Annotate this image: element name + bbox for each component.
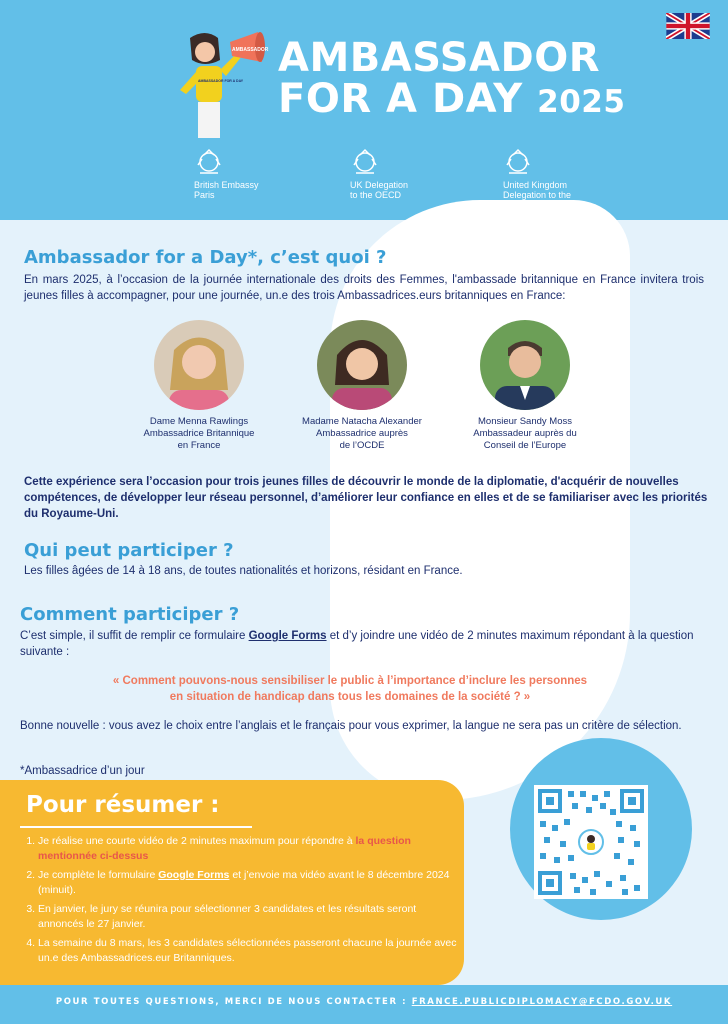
caption-line: de l’OCDE xyxy=(339,440,385,451)
summary-step: 4. La semaine du 8 mars, les 3 candidates sélectionnées passeront chacune la journée avec un.e des Ambassadrices.eur Britanniques. xyxy=(38,936,463,966)
contest-question xyxy=(40,673,660,705)
caption-line: Ambassadeur auprès du xyxy=(473,428,577,439)
experience-paragraph: Cette expérience sera l’occasion pour trois jeunes filles de découvrir le monde de la diplomatie, d'acquérir de nouvelles compétences, de développer leur réseau personnel, d’améliorer leur confiance en elles et de se familiariser avec les priorités du Royaume-Uni. xyxy=(24,476,708,520)
caption-rawlings xyxy=(134,416,264,452)
summary-title: Pour résumer : xyxy=(26,792,220,818)
intro-paragraph: En mars 2025, à l’occasion de la journée internationale des droits des Femmes, l'ambassade britannique en France invitera trois jeunes filles à accompagner, pour une journée, un.e des trois Ambassadrices.eurs britanniques en France: xyxy=(24,274,704,302)
crest-line: Council of Europe xyxy=(503,200,575,210)
crest-line: Delegation to the xyxy=(503,190,572,200)
royal-crest-icon xyxy=(194,147,224,177)
ambassador-photo-moss xyxy=(480,320,570,410)
section-title-who: Qui peut participer ? xyxy=(24,540,234,561)
crest-line: British Embassy xyxy=(194,180,259,190)
how-text-after: et d’y joindre une vidéo de 2 minutes maximum répondant à la question suivante : xyxy=(20,630,694,658)
summary-step xyxy=(38,834,463,864)
qr-code-icon xyxy=(534,785,648,899)
ambassador-photo-alexander xyxy=(317,320,407,410)
girl-megaphone-illustration xyxy=(170,30,270,140)
crest-line: United Kingdom xyxy=(503,180,568,190)
section-title-how: Comment participer ? xyxy=(20,604,240,625)
ambassador-photo-rawlings xyxy=(154,320,244,410)
who-paragraph: Les filles âgées de 14 à 18 ans, de toutes nationalités et horizons, résidant en France. xyxy=(24,565,463,577)
title-for-a-day: FOR A DAY xyxy=(278,76,523,122)
how-paragraph xyxy=(20,628,700,660)
google-forms-link[interactable]: Google Forms xyxy=(158,869,230,881)
megaphone-label: AMBASSADOR xyxy=(232,47,269,53)
footnote: *Ambassadrice d’un jour xyxy=(20,765,145,777)
summary-steps xyxy=(18,834,463,970)
question-line: « Comment pouvons-nous sensibiliser le public à l’importance d’inclure les personnes xyxy=(112,675,588,687)
question-line: en situation de handicap dans tous les domaines de la société ? » xyxy=(169,691,531,703)
caption-line: Madame Natacha Alexander xyxy=(302,416,422,427)
caption-line: Monsieur Sandy Moss xyxy=(478,416,572,427)
footer-label: POUR TOUTES QUESTIONS, MERCI DE NOUS CONTACTER : xyxy=(55,997,412,1007)
caption-line: Dame Menna Rawlings xyxy=(149,416,249,427)
crest-label-council-europe xyxy=(503,180,575,210)
title-line-2 xyxy=(278,76,626,123)
crest-line: Paris xyxy=(194,190,215,200)
section-title-what: Ambassador for a Day*, c’est quoi ? xyxy=(24,247,387,268)
google-forms-link[interactable]: Google Forms xyxy=(248,630,327,642)
contact-email-link[interactable]: FRANCE.PUBLICDIPLOMACY@FCDO.GOV.UK xyxy=(411,997,673,1007)
question-reference-link[interactable]: la question mentionnée ci-dessus xyxy=(38,835,411,862)
page-title xyxy=(278,35,626,123)
crest-line: UK Delegation xyxy=(350,180,409,190)
good-news-paragraph: Bonne nouvelle : vous avez le choix entre l’anglais et le français pour vous exprimer, la langue ne sera pas un critère de sélection. xyxy=(20,720,682,732)
step-text: Je complète le formulaire xyxy=(38,869,159,881)
crest-line: to the OECD xyxy=(350,190,402,200)
qr-code[interactable] xyxy=(534,785,648,899)
caption-line: Ambassadrice Britannique xyxy=(143,428,255,439)
summary-step xyxy=(38,868,463,898)
title-line-1: AMBASSADOR xyxy=(278,35,600,81)
how-text-before: C’est simple, il suffit de remplir ce formulaire xyxy=(20,630,249,642)
caption-line: Ambassadrice auprès xyxy=(316,428,408,439)
summary-step: 3. En janvier, le jury se réunira pour sélectionner 3 candidates et les résultats seront annoncés le 27 janvier. xyxy=(38,902,463,932)
caption-moss xyxy=(460,416,590,452)
caption-alexander xyxy=(297,416,427,452)
crest-label-oecd xyxy=(350,180,408,200)
summary-divider xyxy=(20,826,252,828)
uk-flag-icon xyxy=(666,13,710,39)
footer-contact xyxy=(0,997,728,1007)
crest-label-embassy xyxy=(194,180,259,200)
caption-line: en France xyxy=(177,440,221,451)
shirt-label: AMBASSADOR FOR A DAY xyxy=(198,79,244,83)
caption-line: Conseil de l’Europe xyxy=(483,440,567,451)
step-text: Je réalise une courte vidéo de 2 minutes maximum pour répondre à xyxy=(38,835,356,847)
royal-crest-icon xyxy=(503,147,533,177)
royal-crest-icon xyxy=(350,147,380,177)
step-text: et j’envoie ma vidéo avant le 8 décembre 2024 (minuit). xyxy=(38,869,450,896)
title-year: 2025 xyxy=(537,84,626,120)
